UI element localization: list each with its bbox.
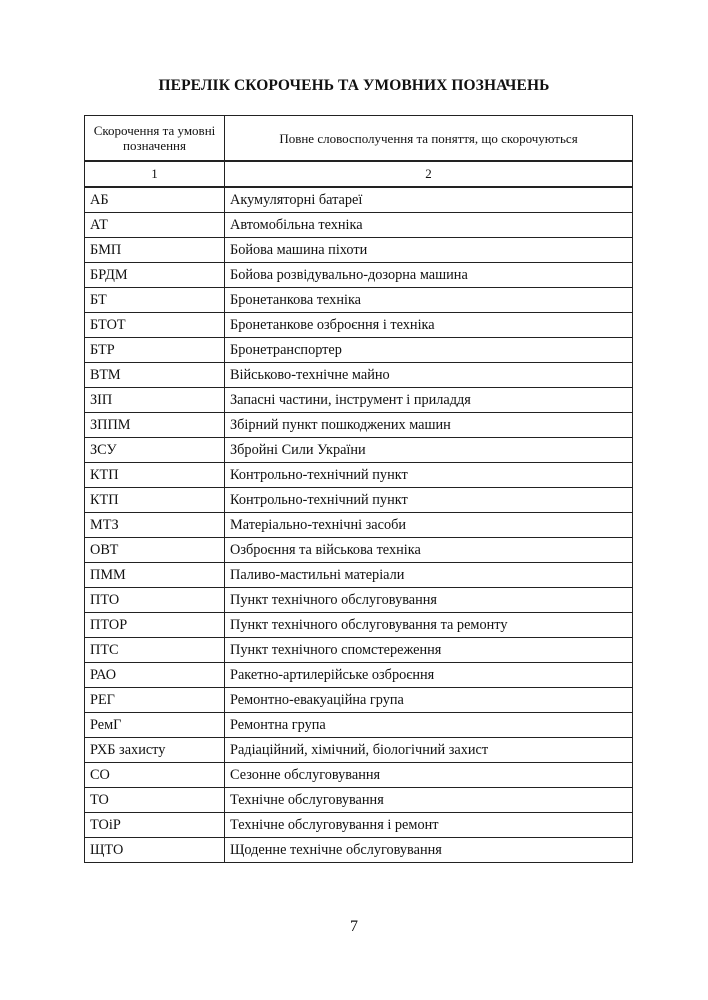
table-row [85,263,633,288]
table-row [85,187,633,213]
full-term-cell: Технічне обслуговування і ремонт [225,813,633,838]
table-row [85,688,633,713]
full-term-cell: Контрольно-технічний пункт [225,463,633,488]
full-term-cell: Сезонне обслуговування [225,763,633,788]
table-row [85,463,633,488]
abbreviation-cell: КТП [85,463,225,488]
abbreviation-cell: АБ [85,187,225,213]
table-header-row [85,116,633,162]
table-row [85,438,633,463]
full-term-cell: Матеріально-технічні засоби [225,513,633,538]
full-term-cell: Ракетно-артилерійське озброєння [225,663,633,688]
table-row [85,388,633,413]
abbreviation-cell: ПТС [85,638,225,663]
abbreviation-cell: АТ [85,213,225,238]
abbreviation-cell: ЩТО [85,838,225,863]
abbreviation-cell: БРДМ [85,263,225,288]
abbreviation-cell: ПТО [85,588,225,613]
abbreviation-cell: БТ [85,288,225,313]
table-row [85,738,633,763]
table-row [85,763,633,788]
full-term-cell: Паливо-мастильні матеріали [225,563,633,588]
full-term-cell: Бойова машина піхоти [225,238,633,263]
full-term-cell: Військово-технічне майно [225,363,633,388]
full-term-cell: Запасні частини, інструмент і приладдя [225,388,633,413]
column-number-2: 2 [225,161,633,187]
column-number-row [85,161,633,187]
table-row [85,488,633,513]
abbreviation-cell: БТОТ [85,313,225,338]
abbreviation-cell: ОВТ [85,538,225,563]
table-row [85,663,633,688]
table-row [85,838,633,863]
full-term-cell: Бронетранспортер [225,338,633,363]
column-number-1: 1 [85,161,225,187]
table-row [85,538,633,563]
full-term-cell: Збройні Сили України [225,438,633,463]
table-row [85,238,633,263]
abbreviation-cell: БМП [85,238,225,263]
abbreviations-table [84,115,633,863]
abbreviation-cell: РЕГ [85,688,225,713]
full-term-cell: Збірний пункт пошкоджених машин [225,413,633,438]
table-row [85,788,633,813]
abbreviation-cell: ПТОР [85,613,225,638]
table-row [85,213,633,238]
full-term-cell: Контрольно-технічний пункт [225,488,633,513]
abbreviation-cell: ПММ [85,563,225,588]
table-body [85,187,633,863]
table-row [85,813,633,838]
abbreviation-cell: КТП [85,488,225,513]
abbreviation-cell: ЗІП [85,388,225,413]
abbreviation-cell: МТЗ [85,513,225,538]
page-number: 7 [350,918,358,935]
header-abbreviations: Скорочення та умовні позначення [85,116,225,162]
abbreviation-cell: ВТМ [85,363,225,388]
abbreviation-cell: ЗСУ [85,438,225,463]
full-term-cell: Радіаційний, хімічний, біологічний захист [225,738,633,763]
full-term-cell: Бронетанкове озброєння і техніка [225,313,633,338]
table-row [85,413,633,438]
full-term-cell: Акумуляторні батареї [225,187,633,213]
full-term-cell: Автомобільна техніка [225,213,633,238]
table-row [85,588,633,613]
abbreviation-cell: СО [85,763,225,788]
table-row [85,313,633,338]
table-row [85,513,633,538]
table-row [85,288,633,313]
abbreviation-cell: РХБ захисту [85,738,225,763]
page-title: ПЕРЕЛІК СКОРОЧЕНЬ ТА УМОВНИХ ПОЗНАЧЕНЬ [158,77,550,94]
abbreviation-cell: РАО [85,663,225,688]
full-term-cell: Ремонтно-евакуаційна група [225,688,633,713]
abbreviation-cell: ЗППМ [85,413,225,438]
full-term-cell: Бронетанкова техніка [225,288,633,313]
table-row [85,638,633,663]
abbreviation-cell: ТОіР [85,813,225,838]
full-term-cell: Пункт технічного обслуговування [225,588,633,613]
full-term-cell: Технічне обслуговування [225,788,633,813]
table-row [85,613,633,638]
full-term-cell: Пункт технічного обслуговування та ремонту [225,613,633,638]
full-term-cell: Бойова розвідувально-дозорна машина [225,263,633,288]
full-term-cell: Щоденне технічне обслуговування [225,838,633,863]
table-row [85,338,633,363]
full-term-cell: Озброєння та військова техніка [225,538,633,563]
full-term-cell: Пункт технічного спомстереження [225,638,633,663]
full-term-cell: Ремонтна група [225,713,633,738]
abbreviation-cell: ТО [85,788,225,813]
table-row [85,363,633,388]
abbreviation-cell: РемГ [85,713,225,738]
header-full-terms: Повне словосполучення та поняття, що скорочуються [225,116,633,162]
abbreviation-cell: БТР [85,338,225,363]
table-row [85,713,633,738]
table-row [85,563,633,588]
